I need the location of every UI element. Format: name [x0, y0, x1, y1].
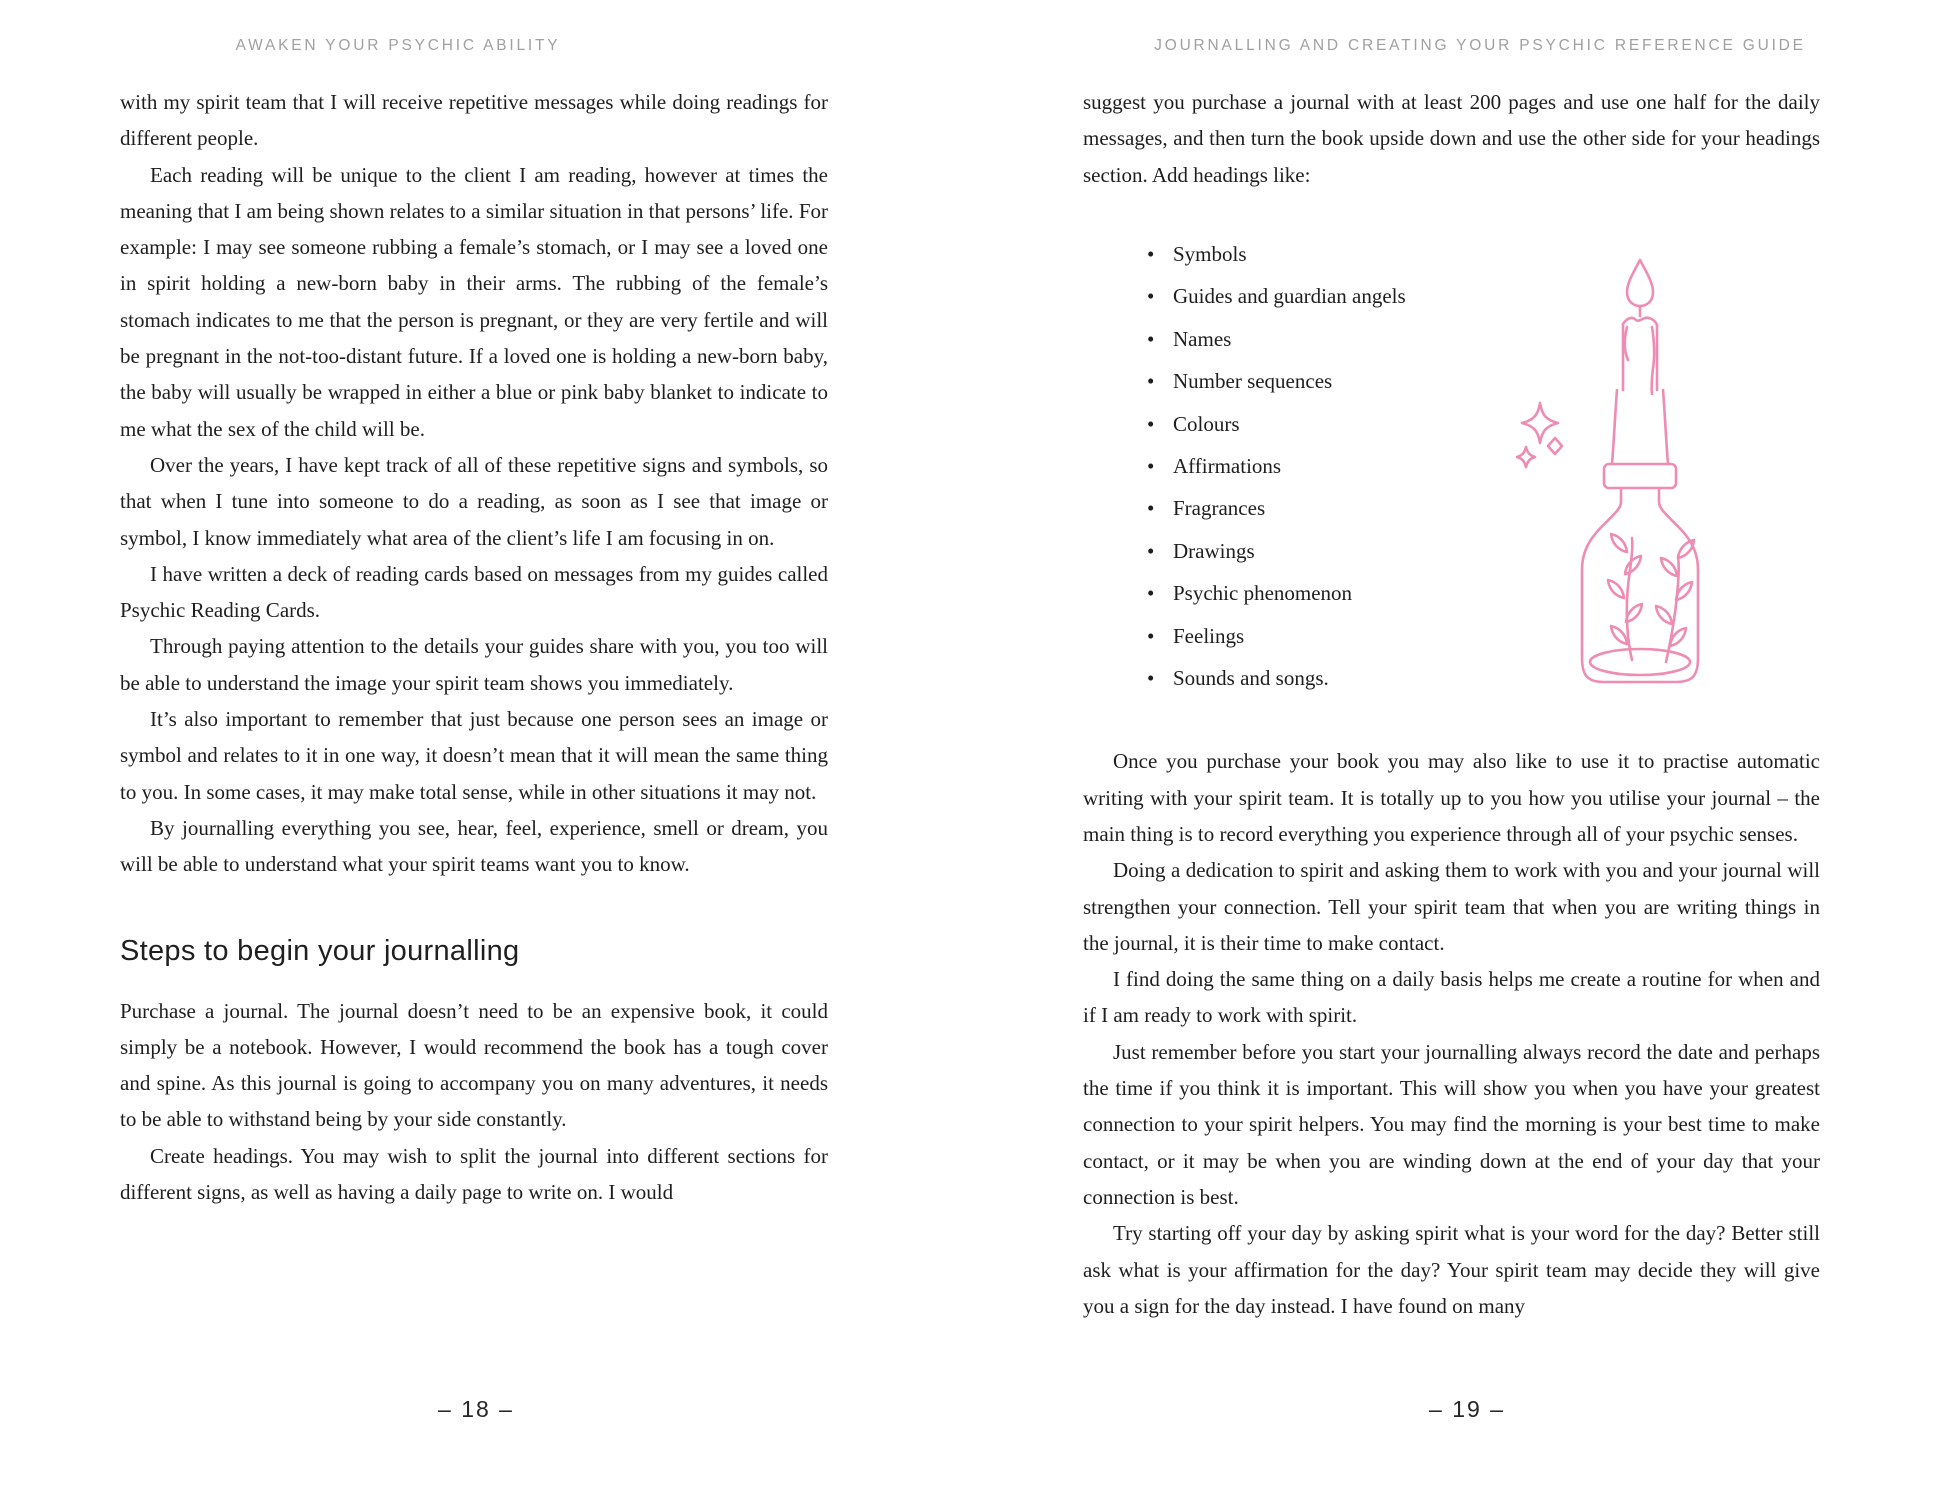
paragraph: suggest you purchase a journal with at least 200 pages and use one half for the daily messages, and then turn the book upside down and use the other side for your headings section. Add headings like:	[1083, 90, 1820, 187]
list-item: • Affirmations	[1147, 445, 1820, 487]
page-number-right: – 19 –	[1429, 1396, 1505, 1422]
list-item: • Symbols	[1147, 233, 1820, 275]
paragraph: with my spirit team that I will receive repetitive messages while doing readings for different people.	[120, 90, 828, 151]
running-head-right: JOURNALLING AND CREATING YOUR PSYCHIC REFERENCE GUIDE	[1154, 37, 1806, 54]
paragraph: Just remember before you start your journalling always record the date and perhaps the time if you think it is important. This will show you when you have your greatest connection to your spirit helpers. You may find the morning is your best time to make contact, or it may be when you are winding down at the end of your day that your connection is best.	[1083, 1039, 1820, 1209]
left-page-text	[120, 84, 828, 1210]
paragraph: Each reading will be unique to the client I am reading, however at times the meaning that I am being shown relates to a similar situation in that persons’ life. For example: I may see someone rubbing a female’s stomach, or I may see a loved one in spirit holding a new-born baby in their arms. The rubbing of the female’s stomach indicates to me that the person is pregnant, or they are very fertile and will be pregnant in the not-too-distant future. If a loved one is holding a new-born baby, the baby will usually be wrapped in either a blue or pink baby blanket to indicate to me what the sex of the child will be.	[120, 162, 828, 441]
sparkles-icon	[1517, 403, 1562, 467]
paragraph: Create headings. You may wish to split the journal into different sections for different signs, as well as having a daily page to write on. I would	[120, 1143, 828, 1205]
paragraph: Try starting off your day by asking spirit what is your word for the day? Better still ask what is your affirmation for the day? Your spirit team may decide they will give you a sign for the day instead. I have found on many	[1083, 1221, 1820, 1318]
list-item: • Sounds and songs.	[1147, 657, 1820, 699]
candle-icon	[1623, 260, 1657, 394]
branch-icon	[1608, 534, 1694, 662]
section-heading: Steps to begin your journalling	[120, 934, 520, 967]
list-item: • Drawings	[1147, 530, 1820, 572]
paragraph: It’s also important to remember that just because one person sees an image or symbol and relates to it in one way, it doesn’t mean that it will mean the same thing to you. In some cases, it may make total sense, while in other situations it may not.	[120, 707, 828, 804]
paragraph: Doing a dedication to spirit and asking them to work with you and your journal will strengthen your connection. Tell your spirit team that when you are writing things in the journal, it is their time to make contact.	[1083, 858, 1820, 955]
paragraph: Over the years, I have kept track of all of these repetitive signs and symbols, so that when I tune into someone to do a reading, as soon as I see that image or symbol, I know immediately what area of the client’s life I am focusing in on.	[120, 452, 828, 550]
paragraph: Purchase a journal. The journal doesn’t need to be an expensive book, it could simply be a notebook. However, I would recommend the book has a tough cover and spine. As this journal is going to accompany you on many adventures, it needs to be able to withstand being by your side constantly.	[120, 998, 828, 1132]
list-item: • Guides and guardian angels	[1147, 275, 1820, 317]
list-item: • Feelings	[1147, 615, 1820, 657]
list-item: • Psychic phenomenon	[1147, 572, 1820, 614]
paragraph: Through paying attention to the details your guides share with you, you too will be able to understand the image your spirit team shows you immediately.	[120, 634, 828, 695]
list-item: • Colours	[1147, 403, 1820, 445]
list-item: • Fragrances	[1147, 487, 1820, 529]
page-number-left: – 18 –	[438, 1396, 514, 1422]
candle-in-bottle-illustration	[1480, 240, 1820, 700]
paragraph: I find doing the same thing on a daily basis helps me create a routine for when and if I am ready to work with spirit.	[1083, 967, 1820, 1028]
paragraph: Once you purchase your book you may also like to use it to practise automatic writing with your spirit team. It is totally up to you how you utilise your journal – the main thing is to record everything you experience through all of your psychic senses.	[1083, 749, 1820, 846]
list-item: • Number sequences	[1147, 360, 1820, 402]
list-item: • Names	[1147, 318, 1820, 360]
paragraph: By journalling everything you see, hear, feel, experience, smell or dream, you will be able to understand what your spirit teams want you to know.	[120, 815, 828, 877]
running-head-left: AWAKEN YOUR PSYCHIC ABILITY	[235, 37, 561, 54]
paragraph: I have written a deck of reading cards based on messages from my guides called Psychic Reading Cards.	[120, 561, 828, 623]
